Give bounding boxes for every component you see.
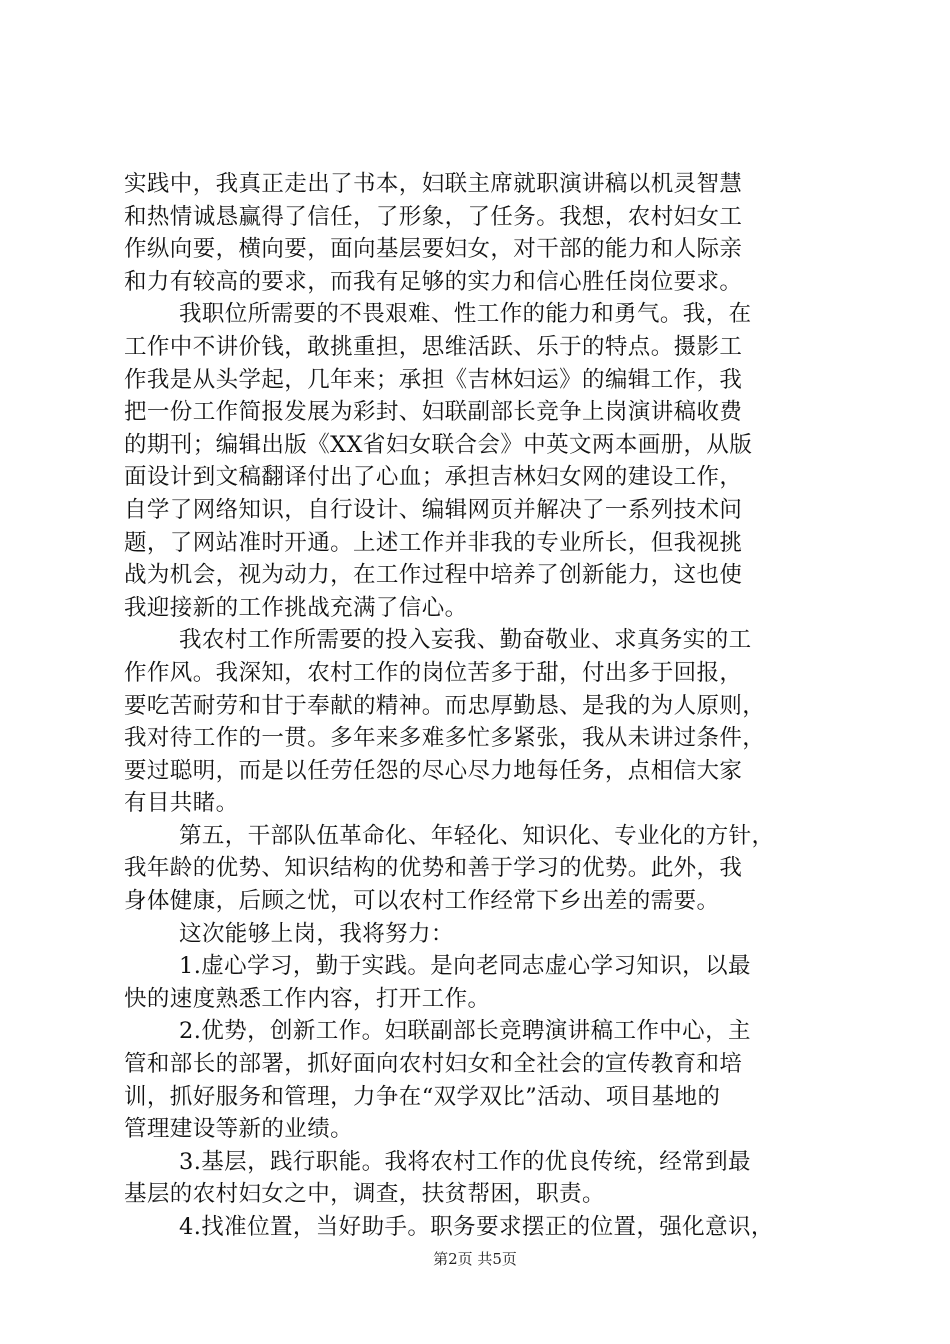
- text-line: 第五，干部队伍革命化、年轻化、知识化、专业化的方针，: [179, 822, 775, 849]
- text-line: 基层的农村妇女之中，调查，扶贫帮困，职责。: [124, 1181, 605, 1208]
- text-line: 这次能够上岗，我将努力：: [179, 920, 454, 947]
- text-line: 身体健康，后顾之忧，可以农村工作经常下乡出差的需要。: [124, 888, 720, 915]
- text-line: 和热情诚恳赢得了信任，了形象，了任务。我想，农村妇女工: [124, 203, 743, 230]
- text-line: 面设计到文稿翻译付出了心血；承担吉林妇女网的建设工作，: [124, 464, 743, 491]
- text-line: 战为机会，视为动力，在工作过程中培养了创新能力，这也使: [124, 562, 743, 589]
- text-line: 作我是从头学起，几年来；承担《吉林妇运》的编辑工作，我: [124, 366, 743, 393]
- text-line: 1.虚心学习，勤于实践。是向老同志虚心学习知识，以最: [179, 953, 751, 980]
- text-line: 我年龄的优势、知识结构的优势和善于学习的优势。此外，我: [124, 855, 743, 882]
- text-line: 的期刊；编辑出版《XX省妇女联合会》中英文两本画册，从版: [124, 431, 753, 458]
- text-line: 有目共睹。: [124, 790, 239, 817]
- text-line: 我对待工作的一贯。多年来多难多忙多紧张，我从未讲过条件，: [124, 725, 766, 752]
- document-body: [124, 168, 830, 1244]
- text-line: 训，抓好服务和管理，力争在“双学双比”活动、项目基地的: [124, 1083, 721, 1110]
- text-line: 作纵向要，横向要，面向基层要妇女，对干部的能力和人际亲: [124, 236, 743, 263]
- text-line: 快的速度熟悉工作内容，打开工作。: [124, 985, 491, 1012]
- text-line: 题，了网站准时开通。上述工作并非我的专业所长，但我视挑: [124, 529, 743, 556]
- text-line: 我农村工作所需要的投入妄我、勤奋敬业、求真务实的工: [179, 627, 752, 654]
- text-line: 我迎接新的工作挑战充满了信心。: [124, 594, 468, 621]
- text-line: 管理建设等新的业绩。: [124, 1116, 354, 1143]
- text-line: 2.优势，创新工作。妇联副部长竞聘演讲稿工作中心，主: [179, 1018, 751, 1045]
- text-line: 要过聪明，而是以任劳任怨的尽心尽力地每任务，点相信大家: [124, 757, 743, 784]
- text-line: 作作风。我深知，农村工作的岗位苦多于甜，付出多于回报，: [124, 659, 743, 686]
- text-line: 3.基层，践行职能。我将农村工作的优良传统，经常到最: [179, 1148, 751, 1175]
- text-line: 我职位所需要的不畏艰难、性工作的能力和勇气。我，在: [179, 301, 752, 328]
- text-line: 管和部长的部署，抓好面向农村妇女和全社会的宣传教育和培: [124, 1051, 743, 1078]
- text-line: 自学了网络知识，自行设计、编辑网页并解决了一系列技术问: [124, 496, 743, 523]
- text-line: 把一份工作简报发展为彩封、妇联副部长竞争上岗演讲稿收费: [124, 399, 743, 426]
- text-line: 实践中，我真正走出了书本，妇联主席就职演讲稿以机灵智慧: [124, 171, 743, 197]
- text-line: 工作中不讲价钱，敢挑重担，思维活跃、乐于的特点。摄影工: [124, 333, 743, 360]
- page-footer: 第2页 共5页: [433, 1250, 517, 1268]
- text-line: 和力有较高的要求，而我有足够的实力和信心胜任岗位要求。: [124, 268, 743, 295]
- text-line: 要吃苦耐劳和甘于奉献的精神。而忠厚勤恳、是我的为人原则，: [124, 692, 766, 719]
- text-line: 4.找准位置，当好助手。职务要求摆正的位置，强化意识，: [179, 1214, 774, 1240]
